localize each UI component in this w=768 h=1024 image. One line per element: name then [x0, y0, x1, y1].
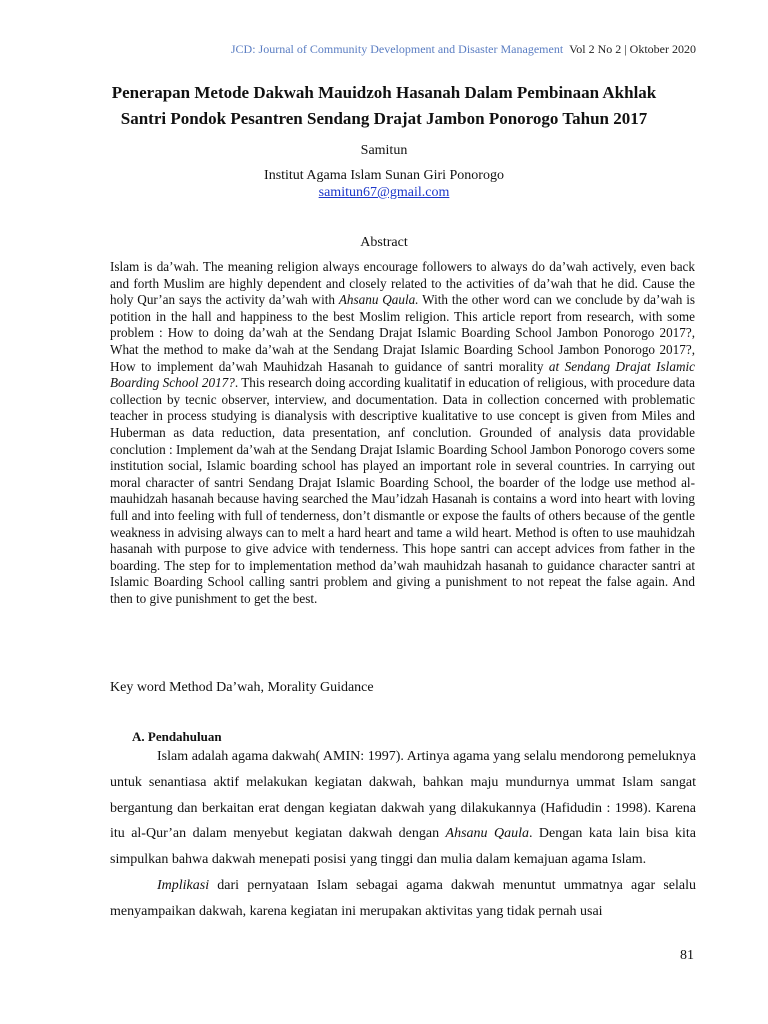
running-header: [231, 42, 696, 57]
page-number: 81: [680, 948, 694, 963]
abstract-part-2: With the other word can we conclude by da’wah is potition in the hall and happiness to the best Moslim religion. This article report from research, with some problem : How to doing da’wah at the Sendang Drajat Islamic Boarding School Jambon Ponorogo 2017?, What the method to make da’wah at the Sendang Drajat Islamic Boarding School Jambon Ponorogo 2017?, How to implement da’wah Mauhidzah Hasanah to guidance of santri morality: [110, 292, 696, 374]
paragraph-2-part-1: dari pernyataan Islam sebagai agama dakwah menuntut ummatnya agar selalu menyampaikan dakwah, karena kegiatan ini merupakan aktivitas yang tidak pernah usai: [110, 877, 696, 919]
paragraph-1-part-2: . Dengan kata lain bisa kita simpulkan bahwa dakwah menepati posisi yang tinggi dan mulia dalam kemajuan agama Islam.: [110, 826, 697, 868]
journal-name: JCD: Journal of Community Development and Disaster Management: [230, 42, 564, 56]
body-paragraph-1: [110, 744, 696, 873]
author-name: Samitun: [360, 143, 408, 158]
paragraph-1-part-1: Islam adalah agama dakwah( AMIN: 1997). Artinya agama yang selalu mendorong pemeluknya untuk senantiasa aktif melakukan kegiatan dakwah, bahkan maju mundurnya ummat Islam sangat bergantung dan berkaitan erat dengan kegiatan dakwah yang dilakukannya (Hafidudin : 1998). Karena itu al-Qur’an dalam menyebut kegiatan dakwah dengan: [110, 749, 696, 842]
abstract-emphasis-2: at Sendang Drajat Islamic Boarding School 2017?: [110, 358, 695, 391]
abstract-part-3: . This research doing according kualitatif in education of religious, with procedure data collection by tecnic observer, interview, and documentation. Data in collection concerned with problematic teacher in process studying is dianalysis with descriptive kualitative to use concept is given from Miles and Huberman as data reduction, data presentation, anf conclution. Grounded of analysis data providable conclution : Implement da’wah at the Sendang Drajat Islamic Boarding School Jambon Ponorogo covers some institution social, Islamic boarding school has played an important role in several countries. In carrying out moral character of santri Sendang Drajat Islamic Boarding School, the boarder of the lodge use method al-mauhidzah hasanah because having searched the Mau’idzah Hasanah is contains a word into heart with loving full and into feeling with full of tenderness, don’t dismantle or expose the faults of others because of the gentle weakness in advising always can to melt a hard heart and tame a wild heart. Method is often to use mauhidzah hasanah with purpose to give advice with tenderness. This hope santri can accept advices from father in the boarding. The step for to implementation method da’wah mauhidzah hasanah to guidance character santri at Islamic Boarding School calling santri problem and giving a punishment to not repeat the false again. And then to give punishment to get the best.: [110, 375, 695, 606]
section-body: [110, 744, 696, 925]
paragraph-2-emphasis: Implikasi: [157, 877, 210, 893]
body-paragraph-2: [110, 873, 696, 925]
affiliation-block: [0, 167, 768, 201]
abstract-part-1: Islam is da’wah. The meaning religion always encourage followers to always do da’wah actively, even back and forth Muslim are highly dependent and closely related to the activities of da’wah that he did. Cause the holy Qur’an says the activity da’wah with: [110, 259, 695, 308]
abstract-emphasis-1: Ahsanu Qaula.: [338, 292, 419, 308]
title-line-1: Penerapan Metode Dakwah Mauidzoh Hasanah Dalam Pembinaan Akhlak: [111, 83, 657, 102]
abstract-heading: Abstract: [360, 235, 408, 250]
issue-info: Vol 2 No 2 | Oktober 2020: [569, 42, 696, 56]
keywords: Key word Method Da’wah, Morality Guidance: [110, 680, 374, 695]
abstract-text: [110, 259, 695, 607]
title-line-2: Santri Pondok Pesantren Sendang Drajat Jambon Ponorogo Tahun 2017: [120, 109, 648, 128]
affiliation: Institut Agama Islam Sunan Giri Ponorogo: [264, 168, 504, 183]
author-email-link[interactable]: samitun67@gmail.com: [318, 185, 450, 200]
section-heading: A. Pendahuluan: [132, 729, 222, 744]
paragraph-1-emphasis: Ahsanu Qaula: [445, 826, 529, 842]
paper-title: [60, 80, 708, 132]
